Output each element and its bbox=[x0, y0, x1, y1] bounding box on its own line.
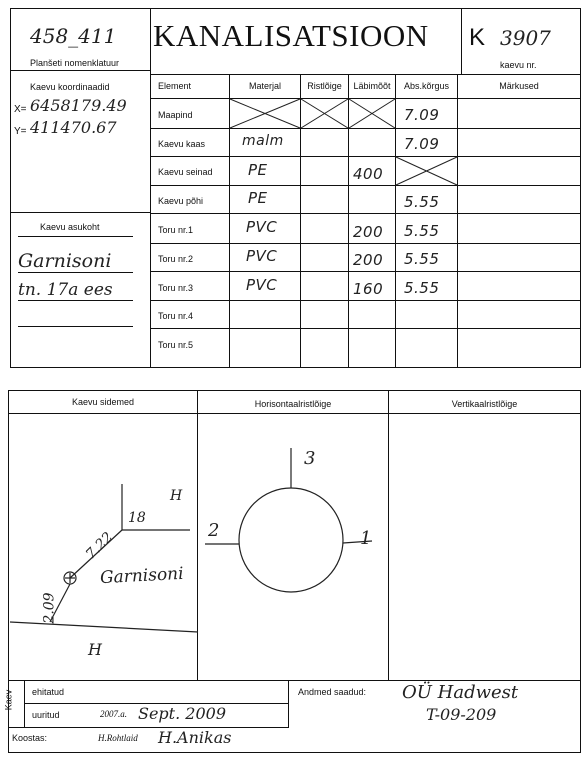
header-element: Element bbox=[158, 81, 192, 91]
built-label: ehitatud bbox=[32, 687, 65, 697]
measured-year-printed: 2007.a. bbox=[100, 709, 127, 719]
cell-material-walls: PE bbox=[248, 161, 268, 179]
row-label-pipe-5: Toru nr.5 bbox=[158, 340, 194, 350]
cell-elevation-ground: 7.09 bbox=[404, 106, 440, 124]
header-cross-section: Ristlõige bbox=[307, 81, 342, 91]
cell-diameter-pipe-3: 160 bbox=[353, 280, 384, 298]
source-label: Andmed saadud: bbox=[298, 687, 367, 697]
cell-diameter-pipe-1: 200 bbox=[353, 223, 384, 241]
location-line-2: tn. 17a ees bbox=[18, 280, 113, 300]
nomenclature-value: 458_411 bbox=[30, 24, 117, 48]
coords-label: Kaevu koordinaadid bbox=[30, 82, 110, 92]
row-label-pipe-4: Toru nr.4 bbox=[158, 311, 194, 321]
row-label-walls: Kaevu seinad bbox=[158, 167, 213, 177]
header-elevation: Abs.kõrgus bbox=[403, 81, 450, 91]
row-label-pipe-2: Toru nr.2 bbox=[158, 254, 194, 264]
author-signature: H.Anikas bbox=[158, 728, 232, 747]
cell-elevation-pipe-1: 5.55 bbox=[404, 222, 440, 240]
measured-label: uuritud bbox=[32, 710, 60, 720]
street-name-sketch: Garnisoni bbox=[99, 563, 185, 589]
pipe-label-3: 3 bbox=[304, 448, 316, 469]
header-diameter: Läbimõõt bbox=[353, 81, 391, 91]
tie-dimension-1: 7.22 bbox=[82, 529, 117, 563]
cell-material-cover: malm bbox=[242, 133, 284, 149]
cell-material-pipe-2: PVC bbox=[246, 247, 278, 265]
footer-side-label: Kaev bbox=[3, 689, 14, 711]
cell-elevation-pipe-3: 5.55 bbox=[404, 279, 440, 297]
cell-diameter-walls: 400 bbox=[353, 165, 384, 183]
building-mark-1: H bbox=[170, 488, 183, 504]
cell-material-pipe-3: PVC bbox=[246, 276, 278, 294]
ties-label: Kaevu sidemed bbox=[71, 397, 135, 407]
row-label-pipe-1: Toru nr.1 bbox=[158, 225, 194, 235]
building-mark-2: H bbox=[88, 640, 102, 659]
vertical-section-label: Vertikaalristlõige bbox=[451, 399, 518, 409]
y-label: Y= bbox=[14, 126, 27, 137]
cell-elevation-cover: 7.09 bbox=[404, 135, 440, 153]
well-number: 3907 bbox=[500, 26, 551, 50]
location-line-1: Garnisoni bbox=[18, 250, 112, 272]
cell-elevation-bottom: 5.55 bbox=[404, 193, 440, 211]
author-printed: H.Rohtlaid bbox=[98, 733, 138, 743]
horizontal-section-label: Horisontaalristlõige bbox=[254, 399, 332, 409]
row-label-ground: Maapind bbox=[158, 110, 193, 120]
row-label-pipe-3: Toru nr.3 bbox=[158, 283, 194, 293]
cell-material-pipe-1: PVC bbox=[246, 218, 278, 236]
document-title: KANALISATSIOON bbox=[153, 18, 429, 53]
x-label: X= bbox=[14, 104, 27, 115]
x-value: 6458179.49 bbox=[30, 96, 127, 115]
cell-elevation-pipe-2: 5.55 bbox=[404, 250, 440, 268]
source-value: OÜ Hadwest bbox=[402, 682, 519, 703]
pipe-label-1: 1 bbox=[360, 528, 372, 549]
author-label: Koostas: bbox=[12, 733, 48, 743]
location-label: Kaevu asukoht bbox=[40, 222, 100, 232]
cell-diameter-pipe-2: 200 bbox=[353, 251, 384, 269]
nomenclature-label: Planšeti nomenklatuur bbox=[30, 58, 120, 68]
well-prefix: K bbox=[469, 24, 486, 51]
header-notes: Märkused bbox=[499, 81, 539, 91]
well-number-label: kaevu nr. bbox=[500, 60, 537, 70]
row-label-bottom: Kaevu põhi bbox=[158, 196, 204, 206]
tie-dimension-3: 2.09 bbox=[41, 592, 58, 624]
pipe-label-2: 2 bbox=[208, 520, 220, 541]
tie-dimension-2: 18 bbox=[128, 510, 146, 526]
row-label-cover: Kaevu kaas bbox=[158, 139, 206, 149]
source-reference: T-09-209 bbox=[426, 705, 497, 724]
cell-material-bottom: PE bbox=[248, 189, 268, 207]
measured-date: Sept. 2009 bbox=[138, 704, 226, 723]
header-material: Materjal bbox=[248, 81, 281, 91]
y-value: 411470.67 bbox=[30, 118, 117, 137]
